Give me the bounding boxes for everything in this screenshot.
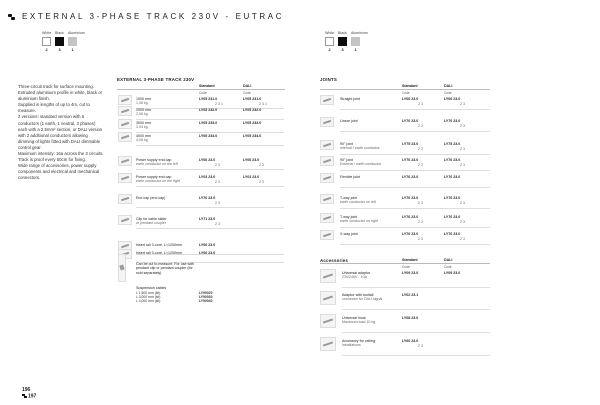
standard-code (402, 119, 423, 128)
dali-finish-codes: 2 3 (460, 101, 465, 106)
product-name-text: Insert rail 3-core, L=1200mm (136, 243, 183, 247)
product-name-text: X-way joint (340, 232, 358, 236)
product-subtitle: 3,04 kg (136, 125, 148, 130)
row-divider (340, 208, 490, 209)
swatch-code: 1 (354, 48, 357, 52)
page-numbers (22, 388, 36, 399)
product-name (340, 175, 396, 179)
product-name (340, 196, 396, 205)
standard-code (199, 217, 220, 226)
standard-code (199, 134, 217, 138)
standard-code (199, 97, 223, 106)
standard-finish-codes: 2 3 (215, 200, 220, 205)
product-name (136, 243, 194, 247)
product-name-text: 1000 mm (136, 97, 151, 101)
standard-code (402, 293, 418, 297)
standard-code-text: LY06 23.0 (402, 97, 419, 101)
standard-finish-codes: 2 3 (418, 162, 423, 167)
standard-code (402, 158, 423, 167)
dali-code-text: LY76 23.0 (444, 158, 461, 162)
dali-code-text: LY05 231.0 (243, 97, 262, 101)
dali-finish-codes: 2 3 (460, 236, 465, 241)
dali-code-text: LY03 23.0 (243, 175, 260, 179)
standard-code (402, 232, 423, 241)
product-name (340, 142, 396, 151)
standard-finish-codes: 2 3 (418, 343, 423, 348)
standard-code (199, 108, 217, 112)
description-paragraph: Supplied in lengths of up to 4m, cut to measure. (18, 102, 90, 114)
product-subtitle: or pendant coupler (136, 221, 166, 226)
swatch-label: Aluminium (68, 31, 85, 35)
product-name-text: End cap (end cap) (136, 196, 166, 200)
standard-finish-codes: 2 3 (215, 221, 220, 226)
standard-code-text: LY02 23.1 (402, 293, 419, 297)
standard-finish-codes: 2 3 (418, 200, 423, 205)
dali-code (243, 97, 267, 106)
product-name-text: Straight joint (340, 97, 360, 101)
product-name-text: 2000 mm (136, 108, 151, 112)
standard-finish-codes: 2 3 (418, 101, 423, 106)
swatch-label: Aluminium (351, 31, 368, 35)
product-subtitle: 4,08 kg (136, 138, 148, 143)
standard-finish-codes: 2 3 (215, 179, 220, 184)
suspension-item-label: L 4,000 mm (kit) (136, 299, 161, 304)
product-image (118, 215, 132, 225)
product-name-text: Universal adaptor (342, 271, 371, 275)
product-subtitle: connector for DALI signal (342, 297, 383, 302)
product-image (118, 132, 132, 142)
row-divider (342, 287, 490, 288)
column-header-standard: Standard (402, 84, 418, 88)
product-name (340, 215, 396, 224)
product-subtitle: 2,06 kg (136, 112, 148, 117)
divider (320, 89, 490, 90)
suspension-item-label: L 1,500 mm (kit) (136, 291, 161, 295)
standard-code (402, 175, 418, 179)
product-name-text: Linear joint (340, 119, 358, 123)
dali-code-text: LY76 23.0 (444, 196, 461, 200)
standard-code (402, 142, 423, 151)
product-image (320, 337, 336, 351)
column-header-dali: DALI (444, 258, 453, 262)
swatch-aluminium (68, 37, 77, 46)
section-title-accessories: Accessories (320, 258, 349, 263)
swatch-code: 2 (45, 48, 48, 52)
product-name-text: Insert rail 3-core, L=1200mm (136, 251, 183, 255)
page-title: EXTERNAL 3-PHASE TRACK 230V - EUTRAC (22, 12, 285, 21)
swatch-aluminium (351, 37, 360, 46)
product-image (118, 119, 132, 129)
standard-code-text: LY76 23.0 (402, 215, 419, 219)
product-name (136, 217, 194, 226)
divider (117, 89, 285, 90)
suspension-codes (199, 291, 212, 304)
dali-code-text: LY05 234.0 (243, 134, 262, 138)
standard-code (199, 158, 220, 167)
standard-finish-codes: 2 3 (418, 146, 423, 151)
swatch-label: White (42, 31, 52, 35)
dali-finish-codes: 2 3 (460, 162, 465, 167)
product-name (136, 196, 194, 200)
product-name-text: 90° joint (340, 158, 354, 162)
standard-code-text: LY05 234.0 (199, 134, 218, 138)
standard-code-text: LY03 23.0 (199, 175, 216, 179)
row-divider (136, 145, 284, 146)
standard-code (199, 196, 220, 205)
swatch-code: 3 (58, 48, 61, 52)
standard-code (199, 243, 215, 247)
product-name-text: T-way joint (340, 196, 358, 200)
product-image (320, 314, 336, 328)
row-divider (342, 355, 490, 356)
row-divider (340, 227, 490, 228)
swatch-label: Black (55, 31, 64, 35)
brand-logo-icon (8, 14, 16, 20)
description-paragraph: Three-circuit track for surface mounting. (18, 84, 94, 89)
swatch-white (42, 37, 51, 46)
product-name (342, 271, 398, 280)
standard-code (402, 339, 423, 348)
dali-code-text: LY76 23.0 (444, 232, 461, 236)
product-image (320, 269, 336, 283)
column-code-label: Code (199, 91, 207, 95)
product-name (136, 251, 194, 255)
section-title-joints: JOINTS (320, 77, 338, 82)
product-subtitle: internal / earth conductor (340, 146, 380, 151)
product-image (320, 117, 334, 127)
standard-finish-codes: 2 3 (418, 236, 423, 241)
standard-code (402, 271, 418, 275)
standard-code-text: LY06 23.0 (199, 158, 216, 162)
description-paragraph: 2 versions: standard version with 6 conductors (1 earth, 1 neutral, 3 phases) each with a 2.5mm² section, or DALI version with 2 additional conductors allowing dimming of lights fitted with DALI dimmable control gear. (18, 114, 103, 150)
dali-code (444, 271, 460, 275)
row-divider (136, 132, 284, 133)
pendant-image (118, 254, 126, 282)
dali-code-text: LY70 23.0 (444, 119, 461, 123)
dali-finish-codes: 2 3 (460, 219, 465, 224)
page-number-right: 197 (28, 392, 37, 399)
standard-code (199, 251, 215, 255)
product-name (136, 134, 194, 143)
standard-code-text: LY06 23.0 (199, 243, 216, 247)
product-name-text: Universal hook (342, 316, 366, 320)
product-name-text: Flexible joint (340, 175, 360, 179)
swatch-white (325, 37, 334, 46)
column-code-label: Code (444, 265, 452, 269)
dali-finish-codes: 2 3 (460, 146, 465, 151)
standard-code-text: LY06 23.0 (199, 251, 216, 255)
dali-finish-codes: 2 3 (460, 200, 465, 205)
product-name (342, 316, 398, 325)
product-name-text: 3000 mm (136, 121, 151, 125)
product-name (136, 175, 194, 184)
product-name (340, 97, 396, 101)
standard-code (402, 316, 418, 320)
product-image (320, 95, 334, 105)
product-image (320, 230, 334, 240)
finish-swatches-right (325, 31, 368, 52)
dali-code (444, 196, 465, 205)
standard-code (199, 175, 220, 184)
row-divider (340, 170, 490, 171)
standard-code-text: LY75 23.0 (402, 142, 419, 146)
column-code-label: Code (243, 91, 251, 95)
row-divider (136, 228, 284, 229)
dali-code-text: LY76 23.0 (444, 215, 461, 219)
suspension-item-label: L 3,000 mm (kit) (136, 295, 161, 300)
dali-code-text: LY05 233.0 (243, 121, 262, 125)
standard-code (402, 97, 423, 106)
product-image (320, 173, 334, 183)
pendant-note: Can be cut to measure. For use with pendant clip or pendant coupler (for sold separately) (136, 262, 194, 275)
standard-code-text: LY05 232.0 (199, 108, 218, 112)
product-name (340, 158, 396, 167)
column-header-standard: Standard (402, 258, 418, 262)
dali-code (243, 121, 261, 125)
product-subtitle: Maximum load 10 kg (342, 320, 376, 325)
dali-code (444, 142, 465, 151)
product-image (118, 95, 132, 105)
dali-code-text: LY06 23.0 (444, 97, 461, 101)
column-code-label: Code (402, 91, 410, 95)
dali-code (444, 119, 465, 128)
row-divider (340, 154, 490, 155)
product-name (136, 97, 194, 106)
standard-code (402, 215, 423, 224)
product-subtitle: 1,08 kg (136, 101, 148, 106)
standard-code-text: LY05 231.0 (199, 97, 218, 101)
dali-code (243, 175, 264, 184)
standard-code-text: LY70 23.0 (402, 119, 419, 123)
column-header-dali: DALI (243, 84, 252, 88)
product-name-text: Power supply end cap (136, 158, 172, 162)
suspension-list (136, 291, 160, 304)
swatch-code: 2 (328, 48, 331, 52)
description-paragraph: Wide range of accessories, power supply components and electrical and mechanical connectors. (18, 163, 100, 181)
standard-code-text: LY08 23.0 (402, 316, 419, 320)
suspension-item-code: LY90040 (199, 299, 213, 304)
swatch-code: 3 (341, 48, 344, 52)
dali-code-text: LY09 23.0 (444, 271, 461, 275)
dali-code-text: LY76 23.0 (444, 175, 461, 179)
standard-finish-codes: 2 3 (418, 219, 423, 224)
product-name-text: T-way joint (340, 215, 358, 219)
column-header-dali: DALI (444, 84, 453, 88)
product-name (340, 232, 396, 236)
suspension-title: Suspension cables (136, 286, 167, 290)
dali-code (444, 215, 465, 224)
product-subtitle: External / earth conductor (340, 162, 382, 167)
product-subtitle: 230/240V - 10A (342, 275, 367, 280)
product-image (118, 194, 132, 204)
standard-code (402, 196, 423, 205)
product-name (342, 293, 398, 302)
swatch-label: Black (338, 31, 347, 35)
row-divider (340, 131, 490, 132)
swatch-code: 1 (71, 48, 74, 52)
page-header (8, 12, 284, 21)
standard-code-text: LY76 23.0 (402, 158, 419, 162)
standard-code-text: LY76 23.0 (402, 232, 419, 236)
row-divider (342, 332, 490, 333)
row-divider (340, 244, 490, 245)
dali-finish-codes: 2 3 1 (259, 101, 267, 106)
product-name (136, 158, 194, 167)
product-name-text: 90° joint (340, 142, 354, 146)
description-paragraph: Extruded aluminium profile in white, black or aluminium finish. (18, 90, 103, 102)
product-name-text: Clip for cable slider (136, 217, 167, 221)
dali-code (243, 108, 261, 112)
standard-code-text: LY60 23.0 (402, 339, 419, 343)
product-image (118, 173, 132, 183)
dali-code (444, 232, 465, 241)
dali-code (444, 97, 465, 106)
dali-code (444, 158, 465, 167)
standard-code-text: LY71 23.0 (199, 217, 216, 221)
row-divider (136, 119, 284, 120)
product-image (118, 106, 132, 116)
product-image (320, 194, 334, 204)
finish-swatches-left (42, 31, 85, 52)
column-code-label: Code (444, 91, 452, 95)
product-name (136, 121, 194, 130)
suspension-item-code: LY90030 (199, 295, 213, 300)
column-header-standard: Standard (199, 84, 215, 88)
row-divider (136, 169, 284, 170)
divider (320, 263, 490, 264)
product-subtitle: earth conductor on the left (136, 162, 178, 167)
product-image (320, 140, 334, 150)
standard-code-text: LY76 23.0 (402, 175, 419, 179)
suspension-item-code: LY90020 (199, 291, 213, 295)
product-subtitle: earth conductor on left (340, 200, 376, 205)
dali-code (243, 134, 261, 138)
product-subtitle: installations (342, 343, 361, 348)
standard-finish-codes: 2 3 1 (215, 101, 223, 106)
dali-finish-codes: 2 3 (460, 123, 465, 128)
product-description (18, 84, 104, 182)
product-subtitle: earth conductor on the right (136, 179, 180, 184)
standard-code-text: LY09 23.0 (402, 271, 419, 275)
product-image (320, 213, 334, 223)
standard-code (199, 121, 217, 125)
product-image (118, 156, 132, 166)
row-divider (136, 186, 284, 187)
description-paragraph: Track is proof every 50cm for fixing. (18, 157, 86, 163)
row-divider (342, 309, 490, 310)
dali-finish-codes: 2 3 (259, 179, 264, 184)
standard-code-text: LY05 233.0 (199, 121, 218, 125)
page-number-left: 196 (22, 387, 31, 393)
row-divider (136, 207, 284, 208)
product-image (320, 156, 334, 166)
product-name-text: Power supply end cap (136, 175, 172, 179)
dali-code (243, 158, 264, 167)
product-name-text: Adaptor with tooltail (342, 293, 374, 297)
swatch-label: White (325, 31, 335, 35)
description-paragraph: Maximum intensity: 16a across the 3 circuits. (18, 151, 104, 157)
standard-finish-codes: 2 3 (215, 162, 220, 167)
product-name (136, 108, 194, 117)
dali-finish-codes: 2 3 (259, 162, 264, 167)
product-image (320, 291, 336, 305)
column-code-label: Code (402, 265, 410, 269)
product-name (340, 119, 396, 123)
product-subtitle: earth conductor on right (340, 219, 378, 224)
dali-code-text: LY75 23.0 (444, 142, 461, 146)
product-name (342, 339, 398, 348)
dali-code-text: LY05 232.0 (243, 108, 262, 112)
dali-code-text: LY06 23.0 (243, 158, 260, 162)
standard-finish-codes: 2 3 (418, 123, 423, 128)
product-name-text: Accessory for ceiling (342, 339, 375, 343)
section-title-track: EXTERNAL 3-PHASE TRACK 230V (117, 77, 195, 82)
product-name-text: 4000 mm (136, 134, 151, 138)
dali-code (444, 175, 460, 179)
standard-code-text: LY76 23.0 (402, 196, 419, 200)
row-divider (340, 109, 490, 110)
standard-code-text: LY70 23.0 (199, 196, 216, 200)
swatch-black (55, 37, 64, 46)
row-divider (340, 187, 490, 188)
swatch-black (338, 37, 347, 46)
brand-logo-icon (22, 394, 27, 398)
